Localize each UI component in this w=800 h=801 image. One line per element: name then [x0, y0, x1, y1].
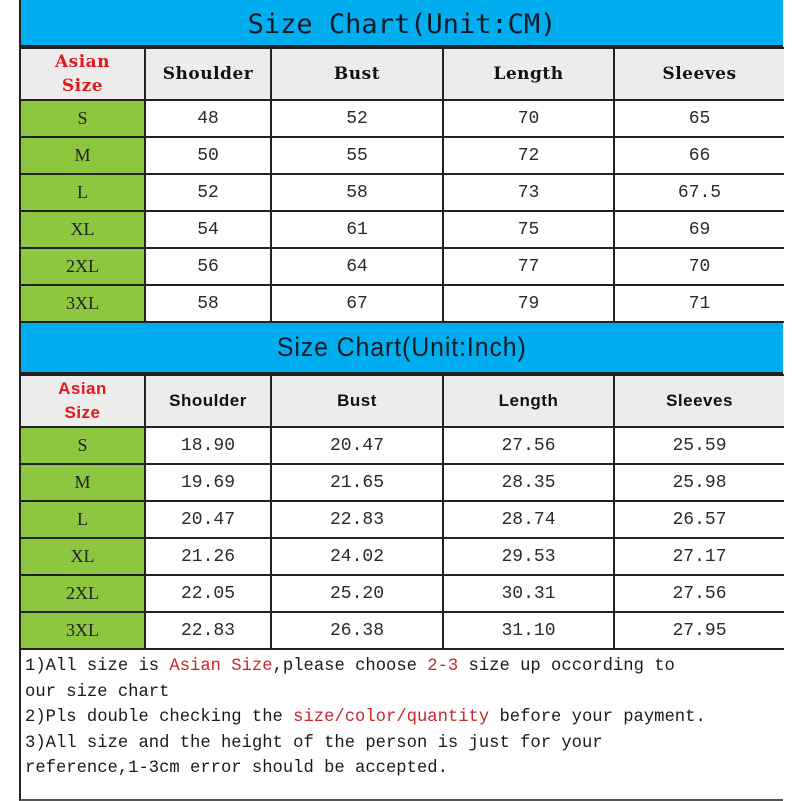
shoulder-cell: 54	[145, 211, 271, 248]
table-row	[20, 464, 784, 501]
table-header-row	[20, 48, 784, 100]
table-row	[20, 248, 784, 285]
header-size-label: Size	[61, 76, 104, 96]
sleeves-cell: 70	[614, 248, 784, 285]
shoulder-cell: 22.83	[145, 612, 271, 649]
note-1-text: 1)All size is	[25, 657, 170, 676]
bust-cell: 26.38	[271, 612, 443, 649]
bust-cell: 55	[271, 137, 443, 174]
shoulder-cell: 52	[145, 174, 271, 211]
length-cell: 79	[443, 285, 614, 322]
inch-chart-title-text: Size Chart(Unit:Inch)	[277, 332, 527, 362]
size-notes	[19, 650, 783, 801]
length-cell: 75	[443, 211, 614, 248]
size-cell: S	[20, 100, 145, 137]
sleeves-cell: 27.56	[614, 575, 784, 612]
table-row	[20, 174, 784, 211]
note-2	[25, 705, 783, 731]
cm-chart-title	[19, 0, 783, 47]
bust-cell: 58	[271, 174, 443, 211]
length-cell: 27.56	[443, 427, 614, 464]
bust-cell: 61	[271, 211, 443, 248]
header-bust: Bust	[271, 48, 443, 100]
header-length: Length	[443, 375, 614, 427]
table-row	[20, 100, 784, 137]
note-1-text: ,please choose	[272, 657, 428, 676]
bust-cell: 21.65	[271, 464, 443, 501]
length-cell: 28.35	[443, 464, 614, 501]
size-cell: S	[20, 427, 145, 464]
table-row	[20, 285, 784, 322]
note-2-text: 2)Pls double checking the	[25, 708, 294, 727]
size-cell: 3XL	[20, 612, 145, 649]
shoulder-cell: 20.47	[145, 501, 271, 538]
table-row	[20, 211, 784, 248]
size-cell: M	[20, 464, 145, 501]
table-row	[20, 612, 784, 649]
header-shoulder: Shoulder	[145, 375, 271, 427]
bust-cell: 64	[271, 248, 443, 285]
sleeves-cell: 67.5	[614, 174, 784, 211]
bust-cell: 67	[271, 285, 443, 322]
shoulder-cell: 21.26	[145, 538, 271, 575]
size-cell: L	[20, 501, 145, 538]
sleeves-cell: 27.17	[614, 538, 784, 575]
length-cell: 73	[443, 174, 614, 211]
table-header-row	[20, 375, 784, 427]
header-asian-label: Asian	[54, 52, 111, 72]
shoulder-cell: 22.05	[145, 575, 271, 612]
sleeves-cell: 66	[614, 137, 784, 174]
header-sleeves: Sleeves	[614, 48, 784, 100]
header-length: Length	[443, 48, 614, 100]
length-cell: 30.31	[443, 575, 614, 612]
sleeves-cell: 26.57	[614, 501, 784, 538]
sleeves-cell: 25.59	[614, 427, 784, 464]
size-cell: XL	[20, 538, 145, 575]
table-row	[20, 427, 784, 464]
note-3-line-2: reference,1-3cm error should be accepted.	[25, 759, 448, 778]
shoulder-cell: 48	[145, 100, 271, 137]
note-2-text: before your payment.	[489, 708, 706, 727]
bust-cell: 24.02	[271, 538, 443, 575]
inch-size-table	[19, 374, 784, 650]
note-1-highlight-size-range: 2-3	[427, 657, 459, 676]
note-1	[25, 654, 783, 680]
table-row	[20, 501, 784, 538]
sleeves-cell: 65	[614, 100, 784, 137]
header-shoulder: Shoulder	[145, 48, 271, 100]
bust-cell: 52	[271, 100, 443, 137]
shoulder-cell: 19.69	[145, 464, 271, 501]
note-1-highlight-asian-size: Asian Size	[169, 657, 273, 676]
size-cell: M	[20, 137, 145, 174]
size-cell: 2XL	[20, 575, 145, 612]
sleeves-cell: 25.98	[614, 464, 784, 501]
sleeves-cell: 27.95	[614, 612, 784, 649]
header-sleeves: Sleeves	[614, 375, 784, 427]
header-asian-label: Asian	[58, 379, 107, 398]
table-row	[20, 137, 784, 174]
size-cell: XL	[20, 211, 145, 248]
table-row	[20, 575, 784, 612]
table-row	[20, 538, 784, 575]
shoulder-cell: 18.90	[145, 427, 271, 464]
length-cell: 29.53	[443, 538, 614, 575]
note-3-line-1: 3)All size and the height of the person is just for your	[25, 733, 603, 753]
bust-cell: 25.20	[271, 575, 443, 612]
shoulder-cell: 56	[145, 248, 271, 285]
header-bust: Bust	[271, 375, 443, 427]
length-cell: 77	[443, 248, 614, 285]
header-asian-size	[20, 375, 145, 427]
note-2-highlight: size/color/quantity	[293, 708, 490, 727]
length-cell: 28.74	[443, 501, 614, 538]
header-size-label: Size	[64, 403, 101, 422]
shoulder-cell: 58	[145, 285, 271, 322]
size-chart-sheet	[19, 0, 783, 801]
shoulder-cell: 50	[145, 137, 271, 174]
header-asian-size	[20, 48, 145, 100]
length-cell: 72	[443, 137, 614, 174]
size-cell: 2XL	[20, 248, 145, 285]
sleeves-cell: 71	[614, 285, 784, 322]
cm-size-table	[19, 47, 784, 323]
cm-chart-title-text: Size Chart(Unit:CM)	[247, 9, 557, 40]
note-1-continuation: our size chart	[25, 682, 170, 702]
length-cell: 31.10	[443, 612, 614, 649]
bust-cell: 22.83	[271, 501, 443, 538]
size-cell: 3XL	[20, 285, 145, 322]
sleeves-cell: 69	[614, 211, 784, 248]
inch-chart-title	[19, 323, 783, 374]
size-cell: L	[20, 174, 145, 211]
bust-cell: 20.47	[271, 427, 443, 464]
length-cell: 70	[443, 100, 614, 137]
note-1-text: size up occording to	[458, 657, 675, 676]
